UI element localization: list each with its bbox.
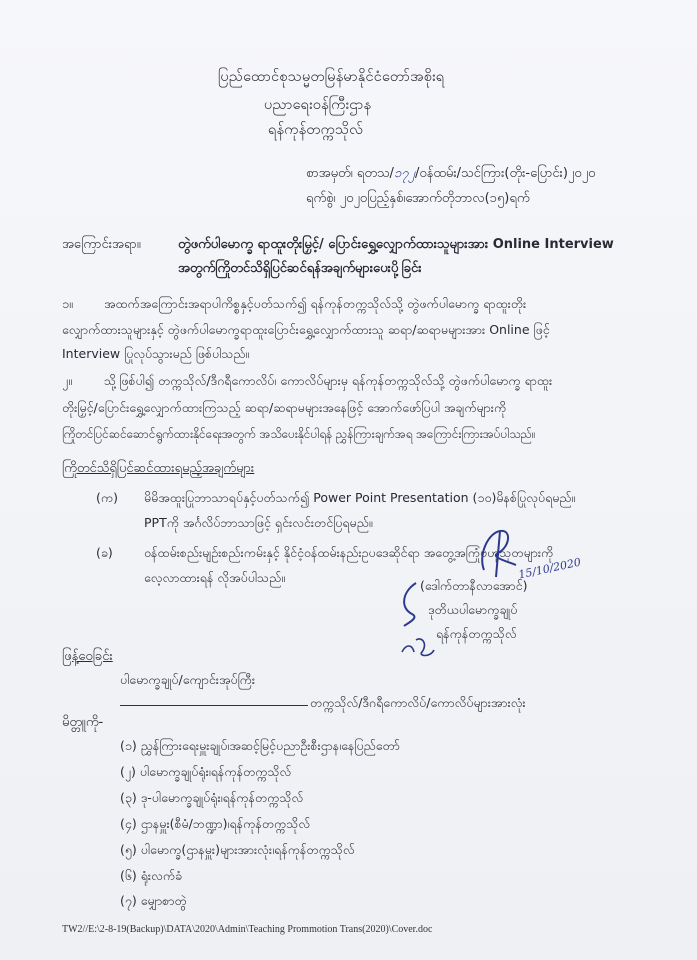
distribution-underline (120, 705, 308, 706)
subject-line-2: အတွက်ကြိုတင်သိရှိပြင်ဆင်ရန်အချက်များပေးပို့ခြင်း (178, 261, 422, 276)
prep-title: ကြိုတင်သိရှိပြင်ဆင်ထားရမည့်အချက်များ (62, 461, 255, 476)
prep-item-b-line-1: ဝန်ထမ်းစည်းမျဉ်းစည်းကမ်းနှင့် နိုင်ငံ့ဝန်ထမ်းနည်းဥပဒေဆိုင်ရာ အတွေ့အကြုံဗဟုသုတများကို (144, 545, 554, 560)
distribution-line-1: ပါမောက္ခချုပ်/ကျောင်းအုပ်ကြီး (120, 672, 256, 687)
paragraph-2-line-1: သို့ဖြစ်ပါ၍ တက္ကသိုလ်/ဒီဂရီကောလိပ်၊ ကောလိပ်များမှ ရန်ကုန်တက္ကသိုလ်သို့ တွဲဖက်ပါမောက္ခ ရာထူး (104, 373, 553, 388)
reference-number-handwritten: ၁၇၂ (393, 166, 415, 181)
paragraph-1-line-2: လျှောက်ထားသူများနှင့် တွဲဖက်ပါမောက္ခရာထူးပြောင်းရွှေ့လျှောက်ထားသူ ဆရာ/ဆရာမများအား Online ဖြင့် (62, 322, 550, 337)
subject-line-1: တွဲဖက်ပါမောက္ခ ရာထူးတိုးမြှင့်/ ပြောင်းရွှေ့လျှောက်ထားသူများအား Online Interview (178, 237, 614, 252)
copy-label: မိတ္တူကို- (62, 715, 104, 730)
prep-item-b-line-2: လေ့လာထားရန် လိုအပ်ပါသည်။ (144, 570, 285, 585)
copy-item: (၅) ပါမောက္ခ(ဌာနမှူး)များအားလုံး၊ရန်ကုန်တက္ကသိုလ် (120, 842, 355, 857)
signatory-org: ရန်ကုန်တက္ကသိုလ် (436, 626, 517, 641)
prep-item-a-line-1: မိမိအထူးပြုဘာသာရပ်နှင့်ပတ်သက်၍ Power Point Presentation (၁၀)မိနစ်ပြုလုပ်ရမည်။ (144, 490, 576, 505)
copy-item: (၃) ဒု-ပါမောက္ခချုပ်ရုံး၊ရန်ကုန်တက္ကသိုလ် (120, 790, 304, 805)
prep-item-a-number: (က) (96, 490, 118, 505)
distribution-line-2: တက္ကသိုလ်/ဒီဂရီကောလိပ်/ကောလိပ်များအားလုံး (310, 695, 526, 710)
signatory-name: (ဒေါက်တာနီလာအောင်) (420, 578, 528, 593)
header-ministry: ပညာရေးဝန်ကြီးဌာန (264, 97, 372, 113)
reference-number (306, 165, 595, 184)
header-government: ပြည်ထောင်စုသမ္မတမြန်မာနိုင်ငံတော်အစိုးရ (218, 69, 445, 85)
copy-item: (၆) ရုံးလက်ခံ (120, 868, 183, 883)
copy-item: (၇) မျှောစာတွဲ (120, 893, 187, 908)
paragraph-2-line-2: တိုးမြှင့်/ပြောင်းရွှေ့လျှောက်ထားကြသည့် ဆရာ/ဆရာမများအနေဖြင့် အောက်ဖော်ပြပါ အချက်များကို (62, 400, 507, 415)
paragraph-1-number: ၁။ (62, 296, 73, 311)
distribution-label: ဖြန့်ဝေခြင်း (62, 649, 113, 664)
prep-item-b-number: (ခ) (96, 545, 113, 560)
copy-item: (၄) ဌာနမှူး(စီမံ/ဘဏ္ဍာ)၊ရန်ကုန်တက္ကသိုလ် (120, 816, 311, 831)
paragraph-2-number: ၂။ (62, 373, 72, 388)
reference-date: ရက်စွဲ၊ ၂၀၂၀ပြည့်နှစ်၊အောက်တိုဘာလ(၁၅)ရက် (306, 191, 530, 206)
prep-item-a-line-2: PPTကို အင်္ဂလိပ်ဘာသာဖြင့် ရှင်းလင်းတင်ပြရမည်။ (144, 515, 373, 530)
initials-mark-icon (398, 630, 438, 660)
copy-item: (၂) ပါမောက္ခချုပ်ရုံး၊ရန်ကုန်တက္ကသိုလ် (120, 764, 292, 779)
reference-number-suffix: /ဝန်ထမ်း/သင်ကြား(တိုး-ပြောင်း)၂၀၂၀ (414, 166, 596, 181)
paragraph-2-line-3: ကြိုတင်ပြင်ဆင်ဆောင်ရွက်ထားနိုင်ရေးအတွက် အသိပေးနိုင်ပါရန် ညွှန်ကြားချက်အရ အကြောင်းကြားအပ်ပါသည်။ (62, 427, 536, 441)
paragraph-1-line-3: Interview ပြုလုပ်သွားမည် ဖြစ်ပါသည်။ (62, 346, 250, 361)
subject-label: အကြောင်းအရာ။ (62, 237, 141, 252)
footer-file-path: TW2//E:\2-8-19(Backup)\DATA\2020\Admin\Teaching Prommotion Trans(2020)\Cover.doc (62, 924, 433, 935)
reference-number-prefix: စာအမှတ်၊ ရတသ/ (306, 166, 394, 181)
header-university: ရန်ကုန်တက္ကသိုလ် (268, 122, 364, 138)
paragraph-1-line-1: အထက်အကြောင်းအရာပါကိစ္စနှင့်ပတ်သက်၍ ရန်ကုန်တက္ကသိုလ်သို့ တွဲဖက်ပါမောက္ခ ရာထူးတိုး (104, 296, 527, 311)
copy-item: (၁) ညွှန်ကြားရေးမှူးချုပ်၊အဆင့်မြင့်ပညာဦးစီးဌာန၊နေပြည်တော် (120, 738, 400, 753)
signature-date: 15/10/2020 (517, 555, 583, 582)
signatory-title: ဒုတိယပါမောက္ခချုပ် (428, 602, 518, 617)
